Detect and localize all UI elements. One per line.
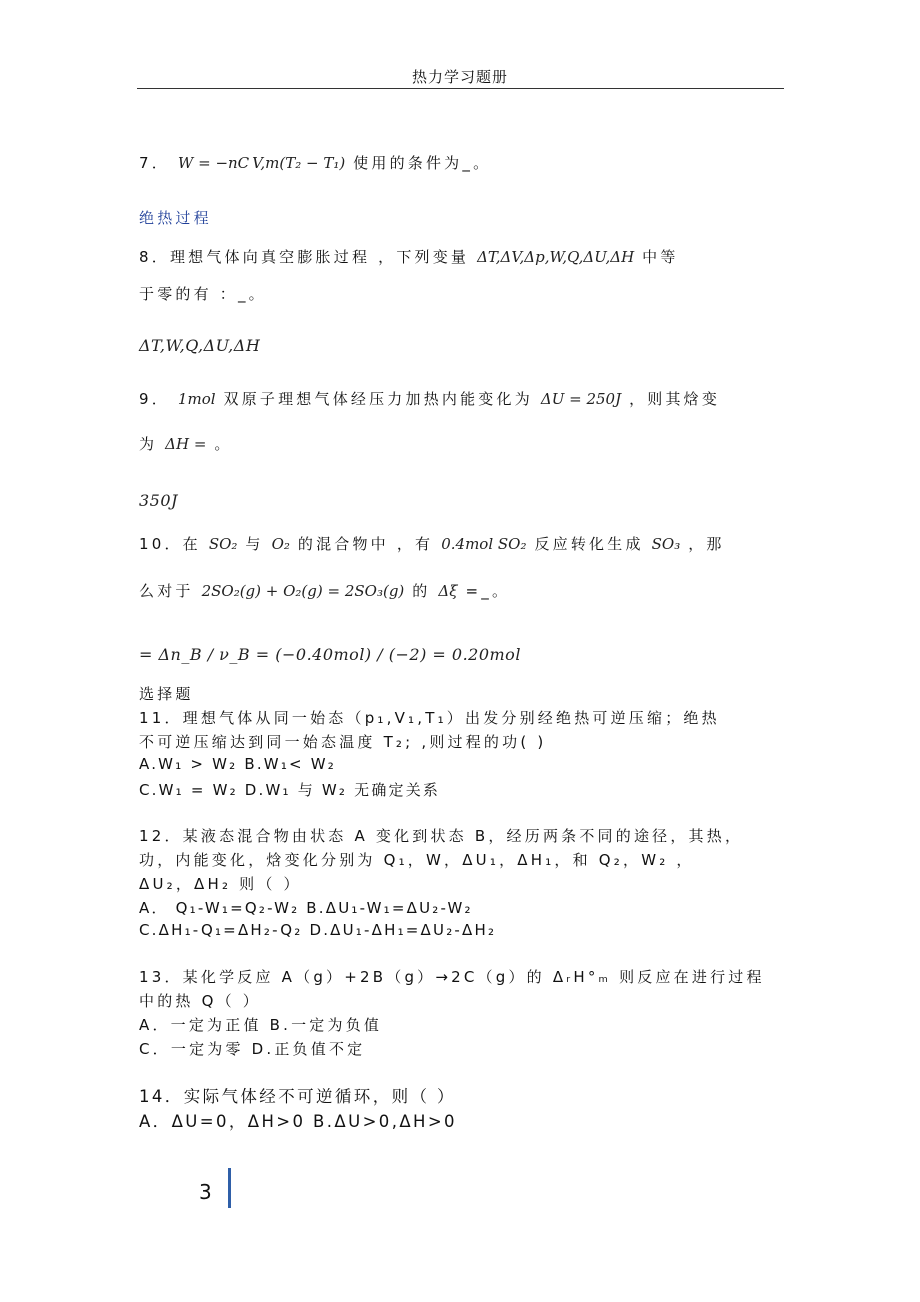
q8-answer: ΔT,W,Q,ΔU,ΔH	[139, 336, 261, 355]
question-7	[139, 152, 491, 173]
q10-text-a: 10．在	[139, 535, 201, 553]
q8-text-b: 中等	[642, 248, 679, 266]
q11-line2: 不可逆压缩达到同一始态温度 T₂; ,则过程的功( )	[139, 733, 547, 751]
q10-formula-so3: SO₃	[651, 535, 681, 553]
q13-options-ab: A．一定为正值 B.一定为负值	[139, 1016, 383, 1034]
q13-line2: 中的热 Q（ ）	[139, 992, 261, 1010]
q9-answer: 350J	[139, 491, 178, 510]
q11-line1: 11．理想气体从同一始态（p₁,V₁,T₁）出发分别经绝热可逆压缩；绝热	[139, 709, 720, 727]
q8-formula: ΔT,ΔV,Δp,W,Q,ΔU,ΔH	[477, 248, 635, 266]
q12-options-ab: A． Q₁-W₁=Q₂-W₂ B.ΔU₁-W₁=ΔU₂-W₂	[139, 899, 473, 917]
q10-text-2c: =_。	[465, 582, 511, 600]
question-9-line1	[139, 388, 720, 409]
q10-text-d: 反应转化生成	[534, 535, 644, 553]
q11-options-cd: C.W₁ = W₂ D.W₁ 与 W₂ 无确定关系	[139, 781, 441, 799]
q8-text-a: 8．理想气体向真空膨胀过程 ，下列变量	[139, 248, 470, 266]
q9-formula-a: 1mol	[177, 390, 216, 408]
page-number: 3	[199, 1180, 212, 1204]
q12-line2: 功，内能变化，焓变化分别为 Q₁，W，ΔU₁，ΔH₁，和 Q₂，W₂ ，	[139, 851, 695, 869]
q9-text-b: 双原子理想气体经压力加热内能变化为	[223, 390, 533, 408]
q14-options-ab: A．ΔU=0，ΔH>0 B.ΔU>0,ΔH>0	[139, 1112, 457, 1131]
q10-formula-so2: SO₂	[208, 535, 238, 553]
q9-text-c: ，则其焓变	[629, 390, 721, 408]
q12-line1: 12．某液态混合物由状态 A 变化到状态 B，经历两条不同的途径，其热，	[139, 827, 744, 845]
page-number-bar	[228, 1168, 231, 1208]
question-8-line2: 于零的有 ：_。	[139, 285, 267, 303]
q13-options-cd: C．一定为零 D.正负值不定	[139, 1040, 366, 1058]
q10-text-b: 与	[245, 535, 264, 553]
q10-text-2a: 么对于	[139, 582, 194, 600]
q10-text-c: 的混合物中 ，有	[297, 535, 434, 553]
q7-text: 使用的条件为_。	[353, 154, 492, 172]
section-title: 选择题	[139, 685, 194, 703]
q9-text-2b: 。	[214, 435, 233, 453]
question-9-line2	[139, 433, 233, 454]
header-title: 热力学习题册	[411, 68, 508, 86]
question-8-line1	[139, 246, 679, 267]
q10-answer: = Δn_B / ν_B = (−0.40mol) / (−2) = 0.20mol	[139, 645, 521, 664]
q10-formula-reaction: 2SO₂(g) + O₂(g) = 2SO₃(g)	[201, 582, 405, 600]
q14-line1: 14．实际气体经不可逆循环，则（ ）	[139, 1087, 456, 1106]
q12-options-cd: C.ΔH₁-Q₁=ΔH₂-Q₂ D.ΔU₁-ΔH₁=ΔU₂-ΔH₂	[139, 921, 497, 939]
q10-formula-o2: O₂	[271, 535, 290, 553]
q11-options-ab: A.W₁ > W₂ B.W₁< W₂	[139, 755, 337, 773]
q7-formula: W = −nC V,m(T₂ − T₁)	[177, 154, 346, 172]
question-10-line1	[139, 533, 725, 554]
q10-text-e: ，那	[688, 535, 725, 553]
q9-text-2a: 为	[139, 435, 158, 453]
q10-text-2b: 的	[412, 582, 431, 600]
q10-formula-amount: 0.4mol SO₂	[441, 535, 527, 553]
q7-number: 7．	[139, 154, 170, 172]
q13-line1: 13．某化学反应 A（g）+2B（g）→2C（g）的 ΔᵣH°ₘ 则反应在进行过程	[139, 968, 765, 986]
q12-line3: ΔU₂，ΔH₂ 则（ ）	[139, 875, 302, 893]
q9-formula-c: ΔH =	[165, 435, 207, 453]
q7-answer: 绝热过程	[139, 209, 212, 227]
header-rule	[137, 88, 784, 89]
q9-number: 9．	[139, 390, 170, 408]
question-10-line2	[139, 580, 510, 601]
q9-formula-b: ΔU = 250J	[540, 390, 622, 408]
q10-formula-xi: Δξ	[438, 582, 458, 600]
